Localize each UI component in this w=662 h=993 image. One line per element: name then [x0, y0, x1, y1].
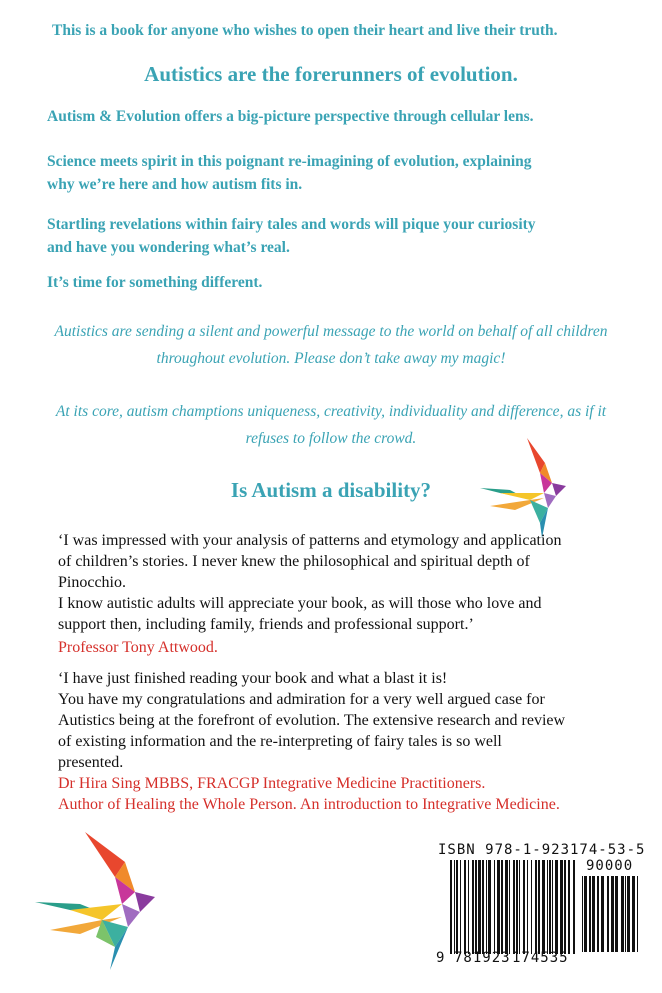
text-line: of existing information and the re-interpreting of fairy tales is so well	[58, 733, 502, 750]
text-line: and have you wondering what’s real.	[47, 239, 290, 256]
text-line: of children’s stories. I never knew the philosophical and spiritual depth of	[58, 553, 530, 570]
barcode-bar	[527, 860, 528, 954]
text-line: Autistics being at the forefront of evolution. The extensive research and review	[58, 712, 566, 729]
text-line: throughout evolution. Please don’t take away my magic!	[156, 350, 506, 367]
barcode-bar	[478, 860, 481, 954]
intro-paragraph-2	[47, 150, 532, 196]
barcode-bar	[582, 876, 583, 952]
testimonial-1	[58, 530, 648, 658]
barcode-bar	[538, 860, 540, 954]
italic-quote-1	[20, 318, 642, 372]
barcode-bar	[460, 860, 461, 954]
barcode-addon-bars	[582, 876, 638, 952]
barcode-bar	[584, 876, 587, 952]
barcode-bar	[555, 860, 558, 954]
barcode-bar	[542, 860, 545, 954]
barcode-bar	[494, 860, 495, 954]
barcode-bar	[615, 876, 618, 952]
barcode-bar	[607, 876, 609, 952]
isbn-barcode	[436, 840, 646, 970]
barcode-bar	[560, 860, 563, 954]
testimonial-2	[58, 668, 648, 815]
barcode-bar	[519, 860, 520, 954]
barcode-bar	[468, 860, 469, 954]
text-line: You have my congratulations and admiration for a very well argued case for	[58, 691, 545, 708]
bird-logo-icon	[30, 832, 170, 972]
barcode-bar	[627, 876, 630, 952]
barcode-bar	[516, 860, 518, 954]
barcode-bar	[472, 860, 474, 954]
barcode-bar	[505, 860, 508, 954]
price-code: 90000	[586, 858, 634, 874]
barcode-bar	[549, 860, 551, 954]
barcode-bar	[597, 876, 599, 952]
testimonial-author: Author of Healing the Whole Person. An introduction to Integrative Medicine.	[58, 796, 560, 813]
testimonial-author: Dr Hira Sing MBBS, FRACGP Integrative Medicine Practitioners.	[58, 775, 486, 792]
barcode-bar	[573, 860, 575, 954]
barcode-bar	[621, 876, 624, 952]
barcode-bar	[632, 876, 635, 952]
text-line: Science meets spirit in this poignant re-imagining of evolution, explaining	[47, 153, 532, 170]
barcode-bar	[497, 860, 500, 954]
barcode-bar	[475, 860, 477, 954]
text-line: presented.	[58, 754, 124, 771]
barcode-bar	[568, 860, 570, 954]
intro-paragraph-3	[47, 213, 536, 259]
barcode-bar	[454, 860, 455, 954]
isbn-text: ISBN 978-1-923174-53-5	[438, 842, 646, 858]
headline: Autistics are the forerunners of evolution.	[144, 62, 518, 86]
barcode-bar	[535, 860, 537, 954]
barcode-bar	[552, 860, 553, 954]
barcode-bars	[450, 860, 575, 954]
barcode-bar	[464, 860, 466, 954]
barcode-bar	[531, 860, 532, 954]
barcode-bar	[482, 860, 484, 954]
bird-icon	[470, 438, 580, 538]
barcode-bar	[509, 860, 510, 954]
barcode-bar	[456, 860, 458, 954]
barcode-digits-right: 174535	[512, 950, 569, 966]
intro-paragraph-1: Autism & Evolution offers a big-picture perspective through cellular lens.	[47, 108, 534, 125]
barcode-bar	[501, 860, 503, 954]
barcode-bar	[547, 860, 548, 954]
barcode-bar	[601, 876, 604, 952]
barcode-bar	[589, 876, 591, 952]
text-line: Pinocchio.	[58, 574, 126, 591]
text-line: At its core, autism champtions uniqueness, creativity, individuality and difference, as if it	[55, 403, 607, 420]
text-line: ‘I have just finished reading your book and what a blast it is!	[58, 670, 448, 687]
intro-paragraph-4: It’s time for something different.	[47, 274, 263, 291]
barcode-bar	[625, 876, 626, 952]
barcode-bar	[523, 860, 525, 954]
text-line: Autistics are sending a silent and powerful message to the world on behalf of all children	[54, 323, 608, 340]
barcode-bar	[488, 860, 491, 954]
barcode-bar	[637, 876, 638, 952]
barcode-digits-left: 781923	[454, 950, 511, 966]
question-heading: Is Autism a disability?	[230, 478, 432, 502]
text-line: support then, including family, friends and professional support.’	[58, 616, 474, 633]
text-line: why we’re here and how autism fits in.	[47, 176, 303, 193]
barcode-bar	[611, 876, 614, 952]
barcode-bar	[486, 860, 487, 954]
barcode-bar	[592, 876, 595, 952]
intro-line: This is a book for anyone who wishes to open their heart and live their truth.	[52, 22, 558, 39]
text-line: refuses to follow the crowd.	[245, 430, 417, 447]
text-line: ‘I was impressed with your analysis of patterns and etymology and application	[58, 532, 562, 549]
barcode-bar	[450, 860, 452, 954]
text-line: Startling revelations within fairy tales and words will pique your curiosity	[47, 216, 536, 233]
testimonial-author: Professor Tony Attwood.	[58, 639, 218, 656]
barcode-bar	[513, 860, 515, 954]
barcode-bar	[564, 860, 566, 954]
text-line: I know autistic adults will appreciate your book, as will those who love and	[58, 595, 542, 612]
barcode-digit: 9	[436, 950, 446, 966]
